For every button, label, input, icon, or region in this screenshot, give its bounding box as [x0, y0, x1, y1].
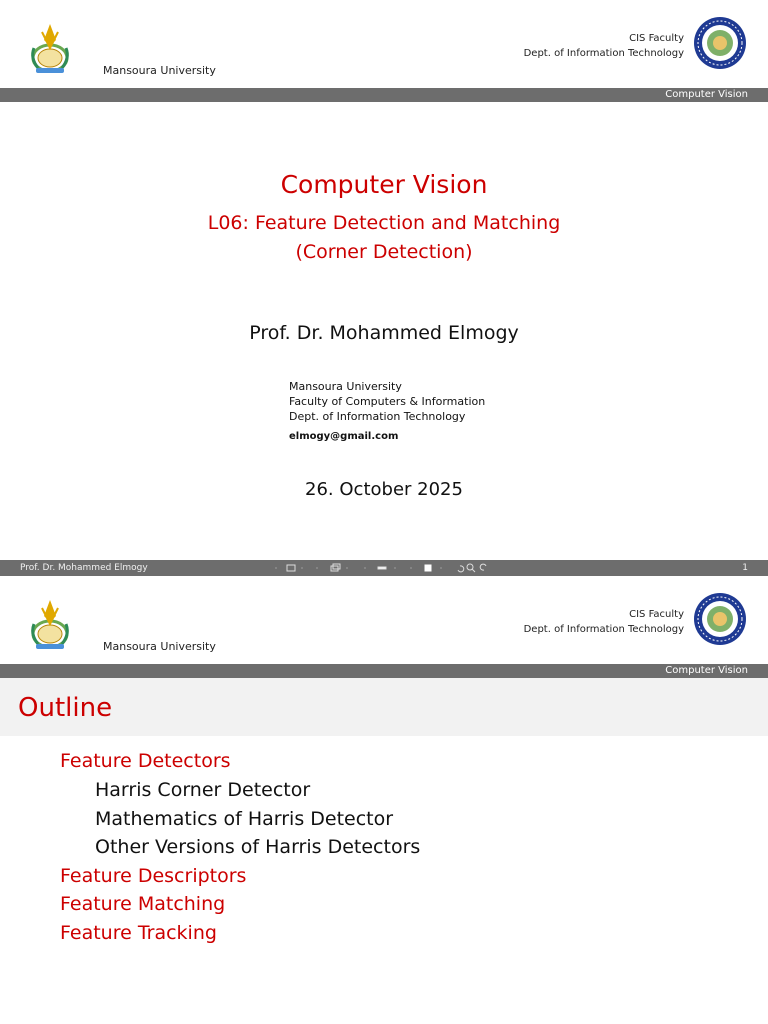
page-number: 1: [742, 563, 748, 573]
header-band: [0, 88, 768, 102]
subtitle-line-2: (Corner Detection): [295, 241, 473, 263]
frame-title-bar: [0, 678, 768, 736]
institute-line: Mansoura University: [289, 380, 402, 393]
short-title: Computer Vision: [665, 89, 748, 100]
toc-section-item[interactable]: Feature Detectors: [60, 750, 231, 772]
toc-subsection-item[interactable]: Harris Corner Detector: [95, 779, 311, 801]
author: Prof. Dr. Mohammed Elmogy: [249, 322, 519, 344]
header-band: [0, 664, 768, 678]
cis-faculty-seal: [692, 14, 748, 72]
frame-title: Outline: [18, 693, 113, 723]
header-faculty: CIS Faculty: [629, 33, 684, 44]
toc-subsection-item[interactable]: Other Versions of Harris Detectors: [95, 836, 421, 858]
header-department: Dept. of Information Technology: [523, 48, 684, 59]
nav-frame-icon[interactable]: [275, 565, 303, 571]
header-department: Dept. of Information Technology: [523, 624, 684, 635]
cis-faculty-seal: [692, 590, 748, 648]
mansoura-university-logo: [20, 594, 96, 654]
outline-slide: [0, 576, 768, 1024]
toc-section-item[interactable]: Feature Tracking: [60, 922, 217, 944]
nav-presentation-icon[interactable]: [410, 565, 442, 571]
slide-header: [0, 0, 768, 88]
header-faculty: CIS Faculty: [629, 609, 684, 620]
toc-section-item[interactable]: Feature Matching: [60, 893, 226, 915]
nav-section-icon[interactable]: [364, 567, 396, 569]
toc-section-item[interactable]: Feature Descriptors: [60, 865, 247, 887]
footer-author: Prof. Dr. Mohammed Elmogy: [20, 563, 148, 573]
header-university: Mansoura University: [103, 640, 216, 653]
mansoura-university-logo: [20, 18, 96, 78]
header-university: Mansoura University: [103, 64, 216, 77]
short-title: Computer Vision: [665, 665, 748, 676]
nav-back-search-forward-icon[interactable]: [458, 564, 486, 572]
author-email: elmogy@gmail.com: [289, 431, 399, 442]
slide-header: [0, 576, 768, 664]
beamer-navigation-symbols[interactable]: [274, 562, 496, 574]
nav-subsection-icon[interactable]: [316, 564, 348, 571]
slide-footer: [0, 560, 768, 576]
institute-line: Faculty of Computers & Information: [289, 395, 486, 408]
presentation-title: Computer Vision: [280, 170, 488, 199]
subtitle-line-1: L06: Feature Detection and Matching: [207, 212, 561, 234]
institute-line: Dept. of Information Technology: [289, 410, 466, 423]
toc-subsection-item[interactable]: Mathematics of Harris Detector: [95, 808, 394, 830]
presentation-date: 26. October 2025: [305, 479, 463, 500]
